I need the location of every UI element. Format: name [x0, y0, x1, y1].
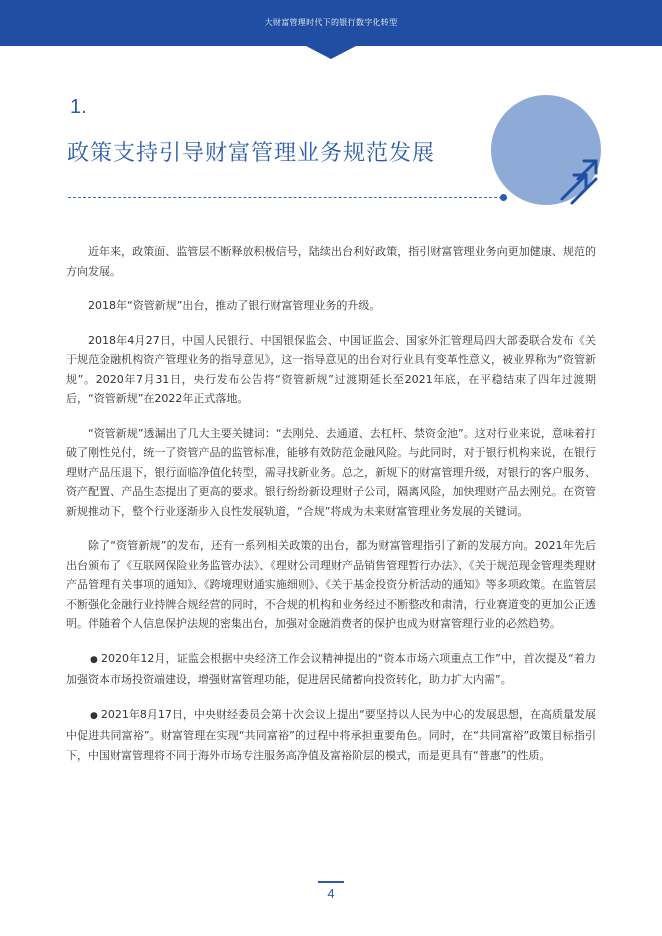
page-number: 4: [327, 886, 335, 901]
paragraph: 除了“资管新规”的发布，还有一系列相关政策的出台，都为财富管理指引了新的发展方向。2021年先后出台颁布了《互联网保险业务监管办法》、《理财公司理财产品销售管理暂行办法》、《关于规范现金管理类理财产品管理有关事项的通知》、《跨境理财通实施细则》、《关于基金投资分析活动的通知》等多项政策。在监管层不断强化金融行业持牌合规经营的同时，不合规的机构和业务经过不断整改和肃清，行业赛道变的更加公正透明。伴随着个人信息保护法规的密集出台，加强对金融消费者的保护也成为财富管理行业的必然趋势。: [66, 539, 596, 630]
section-number: 1.: [70, 96, 87, 118]
header-notch: [306, 46, 356, 59]
section-title: 政策支持引导财富管理业务规范发展: [67, 141, 436, 166]
page-number-bar: [318, 881, 344, 883]
bullet-icon: ●: [90, 710, 98, 721]
bullet-text: 2020年12月，证监会根据中央经济工作会议精神提出的“资本市场六项重点工作”中，首次提及“着力加强资本市场投资端建设，增强财富管理功能，促进居民储蓄向投资转化，助力扩大内需”。: [66, 651, 596, 686]
paragraph: 2018年“资管新规”出台，推动了银行财富管理业务的升级。: [88, 299, 381, 312]
divider-dot: [500, 194, 507, 201]
article-body: [66, 242, 596, 780]
double-arrow-icon: [556, 155, 600, 205]
header-title: 大财富管理时代下的银行数字化转型: [264, 18, 398, 27]
bullet-text: 2021年8月17日，中央财经委员会第十次会议上提出“要坚持以人民为中心的发展思想，在高质量发展中促进共同富裕”。财富管理在实现“共同富裕”的过程中将承担重要角色。同时，在“共同富裕”政策目标指引下，中国财富管理将不同于海外市场专注服务高净值及富裕阶层的模式，而是更具有“普惠”的性质。: [66, 707, 597, 762]
paragraph: 2018年4月27日，中国人民银行、中国银保监会、中国证监会、国家外汇管理局四大部委联合发布《关于规范金融机构资产管理业务的指导意见》，这一指导意见的出台对行业具有变革性意义，被业界称为“资管新规”。2020年7月31日，央行发布公告将“资管新规”过渡期延长至2021年底，在平稳结束了四年过渡期后，“资管新规”在2022年正式落地。: [66, 333, 596, 405]
bullet-icon: ●: [90, 654, 99, 665]
paragraph: 近年来，政策面、监管层不断释放积极信号，陆续出台利好政策，指引财富管理业务向更加健康、规范的方向发展。: [66, 245, 596, 278]
title-divider: [68, 197, 502, 198]
paragraph: “资管新规”透漏出了几大主要关键词：“去刚兑、去通道、去杠杆、禁资金池”。这对行业来说，意味着打破了刚性兑付，统一了资管产品的监管标准，能够有效防范金融风险。与此同时，对于银行机构来说，在银行理财产品压退下，银行面临净值化转型，需寻找新业务。总之，新规下的财富管理升级，对银行的客户服务、资产配置、产品生态提出了更高的要求。银行纷纷新设理财子公司，隔离风险，加快理财产品去刚兑。在资管新规推动下，整个行业逐渐步入良性发展轨道，“合规”将成为未来财富管理业务发展的关键词。: [66, 426, 596, 518]
bullet-paragraph: [66, 649, 596, 690]
bullet-paragraph: [66, 705, 596, 766]
